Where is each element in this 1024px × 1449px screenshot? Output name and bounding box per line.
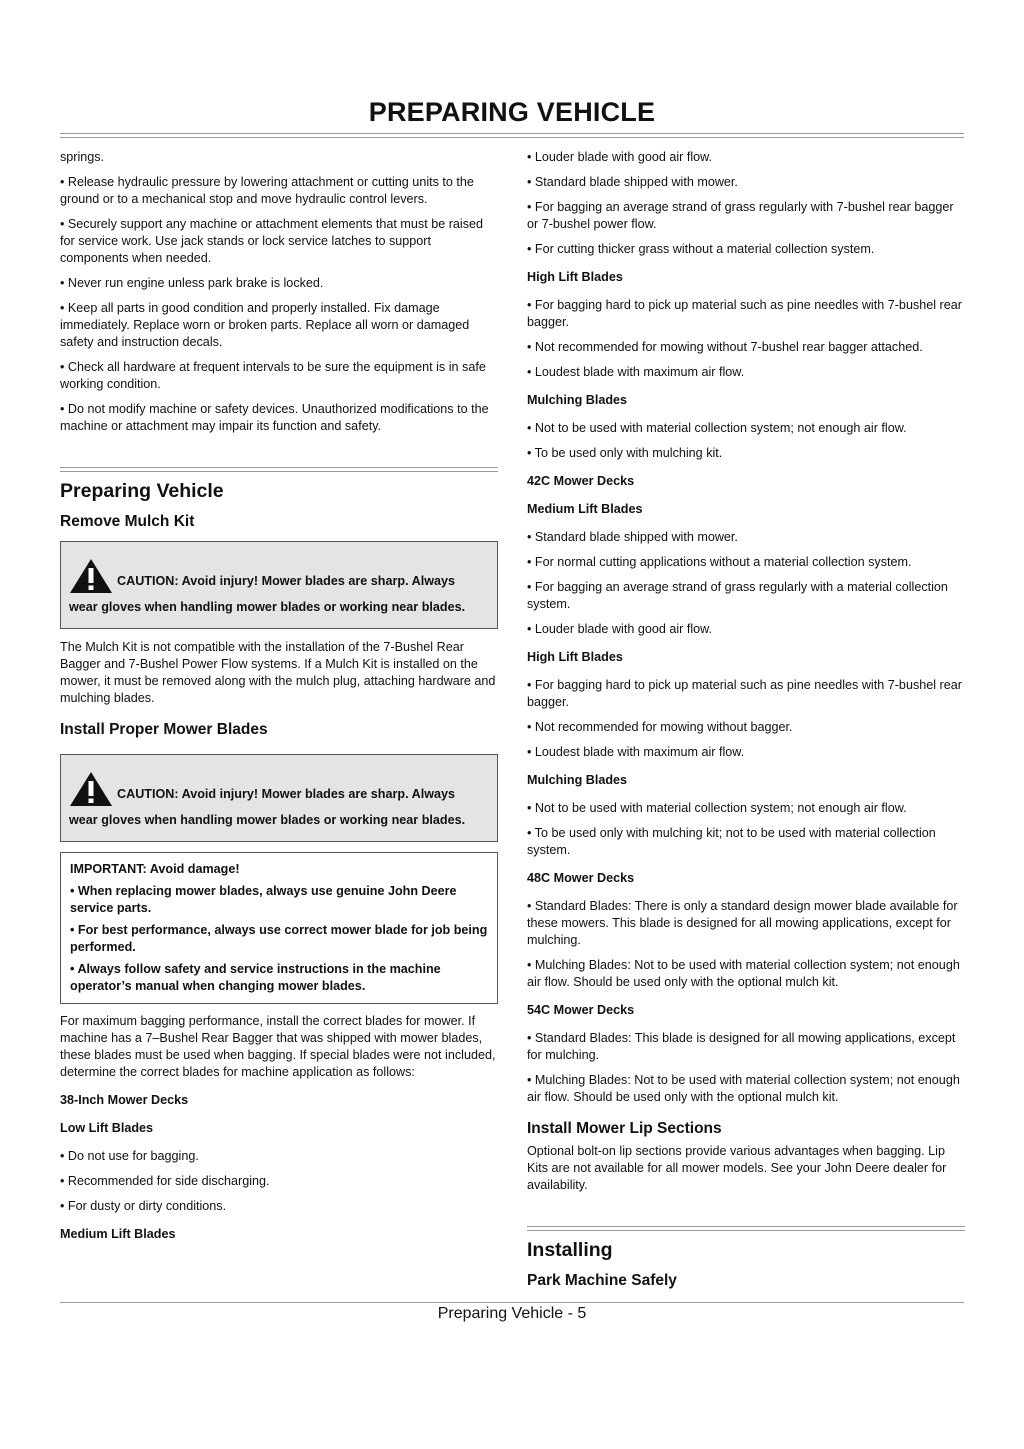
important-title: IMPORTANT: Avoid damage! xyxy=(70,862,240,876)
subsection-title-remove-mulch-kit: Remove Mulch Kit xyxy=(60,513,195,530)
paragraph: For maximum bagging performance, install the correct blades for mower. If machine has a 7–Bushel Rear Bagger that was shipped with mower blades, these blades must be used when bagging. If special blades were not included, determine the correct blades for machine application as follows: xyxy=(60,1014,496,1079)
paragraph: Optional bolt-on lip sections provide various advantages when bagging. Lip Kits are not available for all mower models. See your John Deere dealer for availability. xyxy=(527,1144,947,1192)
list-item: • For bagging an average strand of grass regularly with a material collection system. xyxy=(527,580,948,611)
list-item: • Never run engine unless park brake is locked. xyxy=(60,276,324,290)
warning-triangle-icon xyxy=(69,558,113,594)
list-item: • For bagging hard to pick up material such as pine needles with 7-bushel rear bagger. xyxy=(527,298,962,329)
footer-rule xyxy=(60,1302,964,1303)
subsection-title-park-machine: Park Machine Safely xyxy=(527,1272,677,1289)
list-item: • When replacing mower blades, always use genuine John Deere service parts. xyxy=(70,884,457,915)
paragraph: The Mulch Kit is not compatible with the installation of the 7-Bushel Rear Bagger and 7-Bushel Power Flow systems. If a Mulch Kit is installed on the mower, it must be removed along with the mulch plug, attaching hardware and mulching blades. xyxy=(60,640,496,705)
list-item: • To be used only with mulching kit; not to be used with material collection system. xyxy=(527,826,936,857)
list-item: • Standard blade shipped with mower. xyxy=(527,175,738,189)
list-item: • Not recommended for mowing without 7-bushel rear bagger attached. xyxy=(527,340,923,354)
list-item: • For bagging hard to pick up material such as pine needles with 7-bushel rear bagger. xyxy=(527,678,962,709)
subsection-title-install-blades: Install Proper Mower Blades xyxy=(60,721,268,738)
caution-box xyxy=(60,541,498,629)
mulching-blades-title: Mulching Blades xyxy=(527,393,628,407)
right-column xyxy=(527,149,965,1300)
section-title-installing: Installing xyxy=(527,1239,613,1261)
high-lift-title: High Lift Blades xyxy=(527,650,623,664)
list-item: • Securely support any machine or attachment elements that must be raised for service work. Use jack stands or lock service latches to support components when needed. xyxy=(60,217,484,265)
caution-text-line-1: CAUTION: Avoid injury! Mower blades are sharp. Always xyxy=(117,787,456,801)
caution-text-line-2: wear gloves when handling mower blades or working near blades. xyxy=(69,813,466,827)
high-lift-title: High Lift Blades xyxy=(527,270,623,284)
list-item: • Standard Blades: There is only a standard design mower blade available for these mowers. This blade is designed for all mowing applications, except for mulching. xyxy=(527,899,958,947)
important-box xyxy=(60,852,498,1004)
list-item: • Release hydraulic pressure by lowering attachment or cutting units to the ground or to a mechanical stop and move hydraulic control levers. xyxy=(60,175,474,206)
list-item: • Check all hardware at frequent intervals to be sure the equipment is in safe working condition. xyxy=(60,360,486,391)
medium-lift-title: Medium Lift Blades xyxy=(60,1227,176,1241)
list-item: • Loudest blade with maximum air flow. xyxy=(527,745,745,759)
deck-title-48c: 48C Mower Decks xyxy=(527,871,635,885)
list-item: • Louder blade with good air flow. xyxy=(527,150,713,164)
list-item: • Not to be used with material collection system; not enough air flow. xyxy=(527,801,907,815)
caution-text-line-1: CAUTION: Avoid injury! Mower blades are sharp. Always xyxy=(117,574,456,588)
list-item: • Not to be used with material collection system; not enough air flow. xyxy=(527,421,907,435)
list-item: • Do not modify machine or safety devices. Unauthorized modifications to the machine or attachment may impair its function and safety. xyxy=(60,402,489,433)
list-item: • For bagging an average strand of grass regularly with 7-bushel rear bagger or 7-bushel power flow. xyxy=(527,200,954,231)
deck-title-42c: 42C Mower Decks xyxy=(527,474,635,488)
list-item: • Do not use for bagging. xyxy=(60,1149,199,1163)
mulching-blades-title: Mulching Blades xyxy=(527,773,628,787)
list-item: • For dusty or dirty conditions. xyxy=(60,1199,227,1213)
list-item: • Mulching Blades: Not to be used with material collection system; not enough air flow. Should be used only with the optional mulch kit. xyxy=(527,1073,960,1104)
section-rule xyxy=(527,1226,965,1231)
page-footer: Preparing Vehicle - 5 xyxy=(437,1305,587,1322)
list-item: • Recommended for side discharging. xyxy=(60,1174,270,1188)
section-title-preparing-vehicle: Preparing Vehicle xyxy=(60,480,224,502)
list-item: • Mulching Blades: Not to be used with material collection system; not enough air flow. Should be used only with the optional mulch kit. xyxy=(527,958,960,989)
list-item: • Loudest blade with maximum air flow. xyxy=(527,365,745,379)
list-item: • Keep all parts in good condition and properly installed. Fix damage immediately. Replace worn or broken parts. Replace all worn or damaged safety and instruction decals. xyxy=(60,301,470,349)
list-item: • For best performance, always use correct mower blade for job being performed. xyxy=(70,923,488,954)
list-item: • Standard blade shipped with mower. xyxy=(527,530,738,544)
header-rule xyxy=(60,133,964,138)
deck-title-38: 38-Inch Mower Decks xyxy=(60,1093,189,1107)
list-item: • Standard Blades: This blade is designed for all mowing applications, except for mulching. xyxy=(527,1031,956,1062)
list-item: • To be used only with mulching kit. xyxy=(527,446,723,460)
left-column xyxy=(60,149,498,1254)
section-rule xyxy=(60,467,498,472)
warning-triangle-icon xyxy=(69,771,113,807)
medium-lift-title: Medium Lift Blades xyxy=(527,502,643,516)
caution-box xyxy=(60,754,498,842)
paragraph: springs. xyxy=(60,150,105,164)
deck-title-54c: 54C Mower Decks xyxy=(527,1003,635,1017)
list-item: • Louder blade with good air flow. xyxy=(527,622,713,636)
list-item: • For normal cutting applications without a material collection system. xyxy=(527,555,912,569)
page-title: PREPARING VEHICLE xyxy=(368,97,656,127)
subsection-title-lip-sections: Install Mower Lip Sections xyxy=(527,1120,722,1137)
list-item: • Always follow safety and service instructions in the machine operator’s manual when changing mower blades. xyxy=(70,962,441,993)
list-item: • Not recommended for mowing without bagger. xyxy=(527,720,793,734)
list-item: • For cutting thicker grass without a material collection system. xyxy=(527,242,875,256)
caution-text-line-2: wear gloves when handling mower blades or working near blades. xyxy=(69,600,466,614)
low-lift-title: Low Lift Blades xyxy=(60,1121,154,1135)
